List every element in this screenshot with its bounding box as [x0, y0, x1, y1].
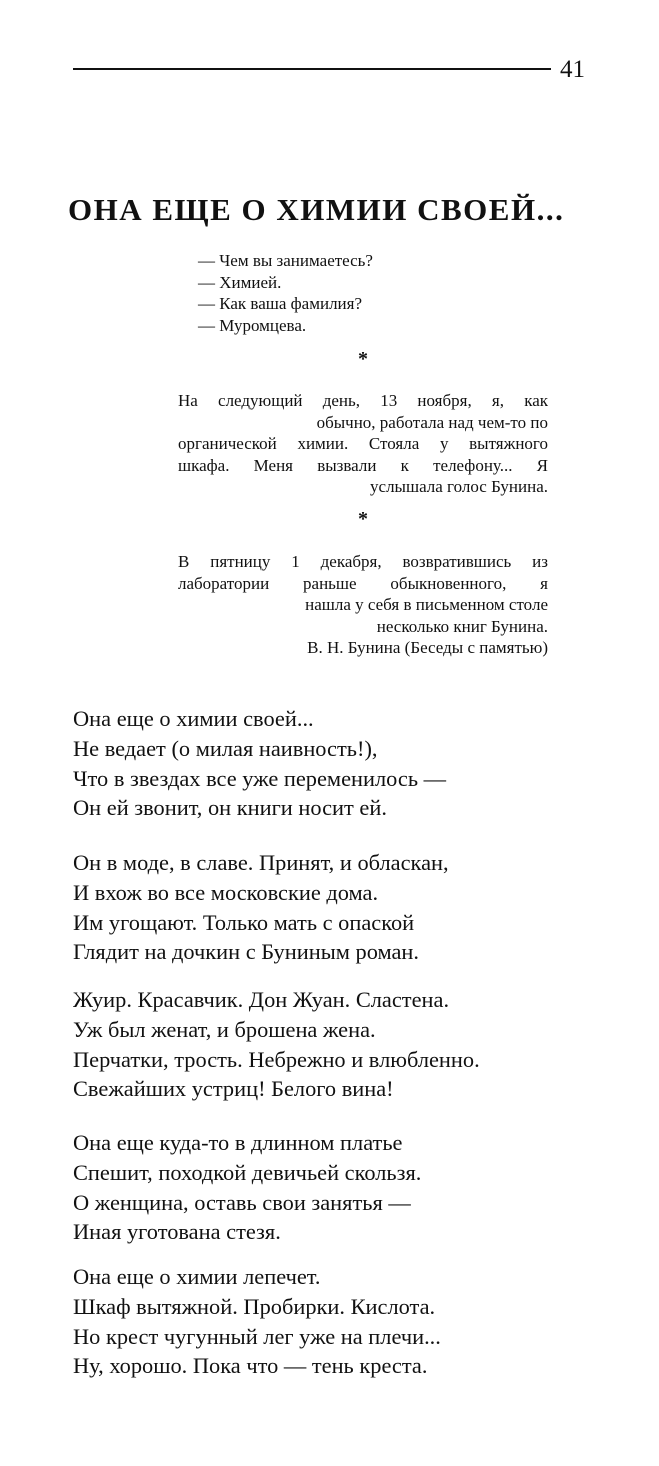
epigraph-quote-1 — [178, 390, 548, 498]
verse-line: Им угощают. Только мать с опаской — [73, 909, 415, 935]
epigraph-line: обычно, работала над чем-то по — [316, 412, 548, 432]
verse-line: Но крест чугунный лег уже на плечи... — [73, 1323, 441, 1349]
verse-line: О женщина, оставь свои занятья — — [73, 1189, 411, 1215]
dialogue-line: — Как ваша фамилия? — [198, 294, 363, 313]
verse-line: Он в моде, в славе. Принят, и обласкан, — [73, 850, 449, 875]
verse-line: И вхож во все московские дома. — [73, 879, 379, 905]
verse-line: Шкаф вытяжной. Пробирки. Кислота. — [73, 1293, 436, 1319]
dialogue-line: — Муромцева. — [198, 315, 307, 335]
stanza-1 — [73, 704, 446, 823]
epigraph-attribution: В. Н. Бунина (Беседы с памятью) — [307, 638, 548, 658]
verse-line: Перчатки, трость. Небрежно и влюбленно. — [73, 1046, 480, 1072]
epigraph-line: нашла у себя в письменном столе — [305, 595, 548, 615]
section-separator: * — [358, 348, 368, 370]
stanza-3 — [73, 985, 480, 1104]
stanza-4 — [73, 1128, 421, 1247]
epigraph-line: лаборатории раньше обыкновенного, я — [178, 573, 548, 593]
stanza-2 — [73, 848, 449, 967]
epigraph-line: органической химии. Стояла у вытяжного — [178, 434, 548, 454]
verse-line: Уж был женат, и брошена жена. — [73, 1016, 376, 1042]
page-number: 41 — [560, 56, 585, 83]
verse-line: Что в звездах все уже переменилось — — [73, 765, 447, 791]
verse-line: Свежайших устриц! Белого вина! — [73, 1076, 394, 1102]
epigraph-line: шкафа. Меня вызвали к телефону... Я — [178, 455, 548, 475]
epigraph-line: В пятницу 1 декабря, возвратившись из — [178, 552, 548, 571]
verse-line: Спешит, походкой девичьей скользя. — [73, 1159, 422, 1185]
dialogue-line: — Химией. — [198, 272, 282, 292]
verse-line: Жуир. Красавчик. Дон Жуан. Сластена. — [73, 987, 450, 1012]
verse-line: Иная уготована стезя. — [73, 1219, 281, 1245]
verse-line: Она еще о химии лепечет. — [73, 1264, 321, 1289]
epigraph-line: услышала голос Бунина. — [370, 477, 548, 497]
header-rule — [73, 68, 551, 70]
epigraph-line: несколько книг Бунина. — [376, 616, 548, 636]
epigraph-quote-2 — [178, 551, 548, 659]
verse-line: Она еще о химии своей... — [73, 706, 314, 731]
verse-line: Он ей звонит, он книги носит ей. — [73, 795, 387, 821]
epigraph-line: На следующий день, 13 ноября, я, как — [178, 391, 548, 410]
dialogue-line: — Чем вы занимаетесь? — [198, 251, 373, 270]
poem-title: ОНА ЕЩЕ О ХИМИИ СВОЕЙ... — [68, 192, 565, 227]
verse-line: Глядит на дочкин с Буниным роман. — [73, 939, 420, 965]
stanza-5 — [73, 1262, 441, 1381]
verse-line: Ну, хорошо. Пока что — тень креста. — [73, 1353, 428, 1379]
epigraph-dialogue — [198, 250, 373, 336]
verse-line: Не ведает (о милая наивность!), — [73, 735, 378, 761]
verse-line: Она еще куда-то в длинном платье — [73, 1130, 403, 1155]
section-separator: * — [358, 508, 368, 530]
